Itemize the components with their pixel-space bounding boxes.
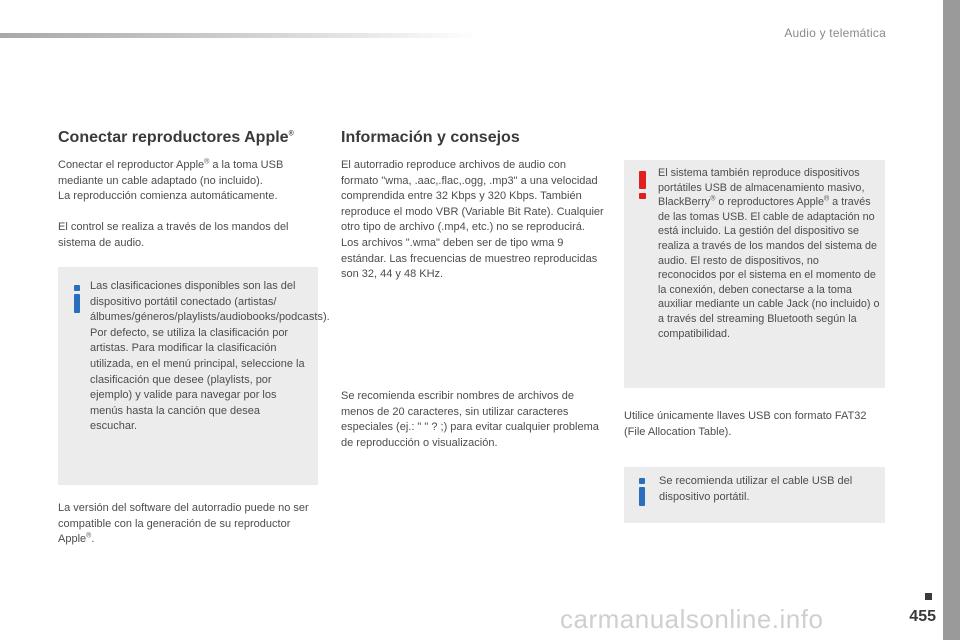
right-warning-text [658, 166, 880, 341]
page-number: 455 [909, 608, 936, 625]
warning-sup-2: ® [824, 195, 830, 203]
middle-heading: Información y consejos [341, 129, 520, 146]
warning-text-b: o reproductores Apple [715, 196, 825, 209]
left-p1-line1a: Conectar el reproductor Apple [58, 159, 205, 171]
side-tab-bar [943, 0, 960, 640]
left-p3-sup: ® [86, 532, 92, 540]
page-marker [925, 593, 932, 600]
info-icon [74, 294, 80, 313]
left-p1-line1b: a la toma USB [209, 159, 284, 171]
left-info-box [58, 267, 330, 485]
info-icon-2 [639, 487, 645, 506]
left-p3-end: . [91, 533, 95, 546]
middle-paragraph-2: Se recomienda escribir nombres de archivos de menos de 20 caracteres, sin utilizar caracteres especiales (ej.: " " ? ;) para evitar cualquier problema de reproducción o visualización. [341, 390, 599, 449]
middle-paragraph-1: El autorradio reproduce archivos de audio con formato "wma, .aac,.flac,.ogg, .mp3" a una velocidad comprendida entre 32 Kbps y 320 Kbps. También reproduce el modo VBR (Variable Bit Rate). Cualquier otro tipo de archivo (.mp4, etc.) no se reproducirá. Los archivos ".wma" deben ser de tipo wma 9 estándar. Las frecuencias de muestreo reproducidas son 32, 44 y 48 KHz. [341, 159, 604, 281]
warning-icon-bar [639, 171, 646, 189]
left-p1-line2: mediante un cable adaptado (no incluido). [58, 174, 263, 187]
left-paragraph-1 [58, 158, 320, 205]
left-paragraph-3 [58, 501, 316, 548]
right-info-box [624, 467, 885, 523]
warning-text-a: El sistema también reproduce dispositivos portátiles USB de almacenamiento masivo, BlackBerry [658, 167, 865, 209]
left-heading-text: Conectar reproductores Apple [58, 129, 289, 146]
left-paragraph-2: El control se realiza a través de los mandos del sistema de audio. [58, 221, 289, 249]
warning-sup-1: ® [710, 195, 716, 203]
left-heading [58, 129, 294, 147]
watermark: carmanualsonline.info [560, 604, 824, 634]
left-p3-text: La versión del software del autorradio puede no ser compatible con la generación de su reproductor Apple [58, 502, 309, 546]
header-gradient-bar [0, 33, 480, 38]
left-p1-line3: La reproducción comienza automáticamente. [58, 190, 278, 203]
left-info-text: Las clasificaciones disponibles son las del dispositivo portátil conectado (artistas/álbumes/géneros/playlists/audiobooks/podcasts). Por defecto, se utiliza la clasificación por artistas. Para modificar la clasificación utilizada, en el menú principal, seleccione la clasificación que desee (playlists, por ejemplo) y valide para navegar por los menús hasta la canción que desea escuchar. [90, 280, 330, 433]
right-paragraph-1: Utilice únicamente llaves USB con formato FAT32 (File Allocation Table). [624, 410, 867, 438]
right-warning-box [624, 160, 885, 388]
section-title: Audio y telemática [784, 26, 886, 40]
right-info-text: Se recomienda utilizar el cable USB del dispositivo portátil. [659, 475, 853, 503]
left-p1-sup: ® [204, 158, 210, 166]
warning-text-c: a través de las tomas USB. El cable de adaptación no está incluido. La gestión del dispositivo se realiza a través de los mandos del sistema de audio. El resto de dispositivos, no reconocidos por el sistema en el momento de la conexión, deben conectarse a la toma auxiliar mediante un cable Jack (no incluido) o a través del streaming Bluetooth según la compatibilidad. [658, 196, 880, 340]
warning-icon-dot [639, 193, 646, 199]
left-heading-sup: ® [288, 130, 294, 138]
